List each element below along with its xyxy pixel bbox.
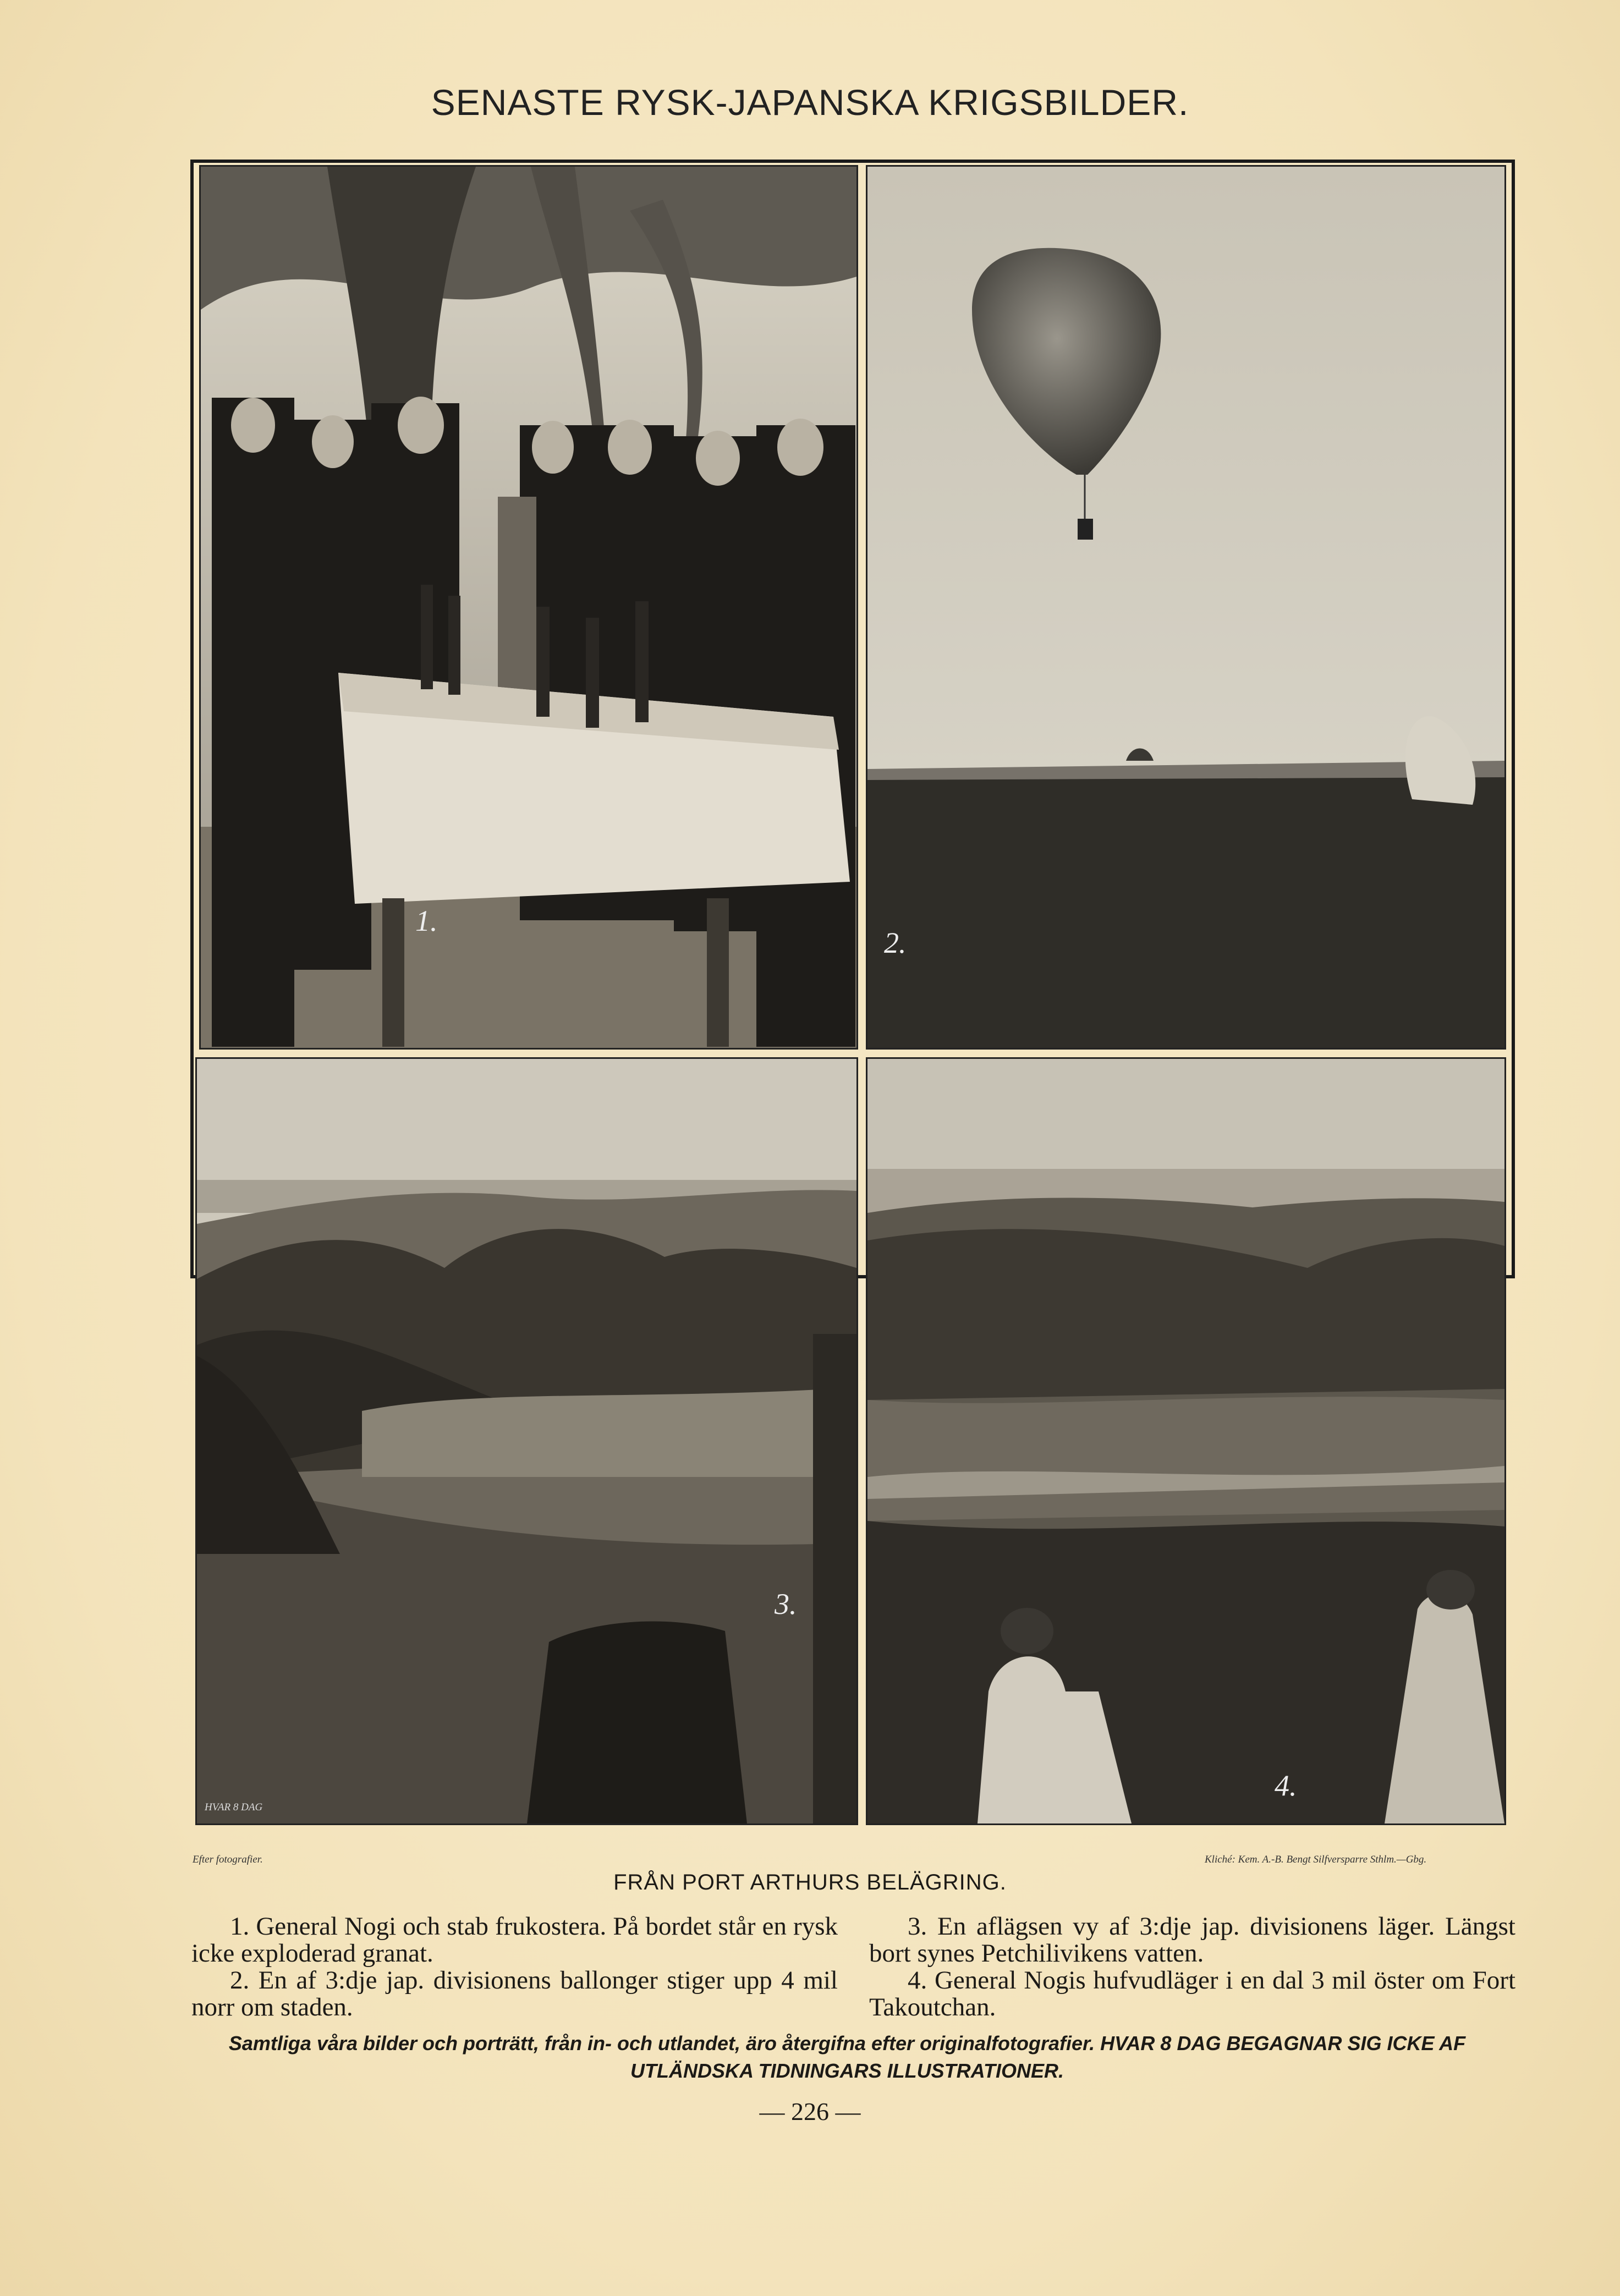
page-title: SENASTE RYSK-JAPANSKA KRIGSBILDER. [431, 82, 1189, 123]
caption-3: 3. En aflägsen vy af 3:dje jap. divisionens läger. Längst bort synes Petchilivikens vatten. [869, 1912, 1515, 1968]
photo-number-4: 4. [1275, 1769, 1297, 1802]
photo-number-3: 3. [775, 1588, 797, 1621]
caption-column-left [191, 1913, 838, 2021]
photo-number-2: 2. [884, 926, 907, 959]
distant-camp-image [197, 1059, 856, 1823]
photo-watermark: HVAR 8 DAG [205, 1801, 263, 1813]
page-number: — 226 — [759, 2097, 861, 2125]
caption-heading: FRÅN PORT ARTHURS BELÄGRING. [613, 1870, 1007, 1894]
balloon-image [867, 167, 1504, 1048]
photo-number-1: 1. [415, 904, 438, 937]
publisher-note: Samtliga våra bilder och porträtt, från in- och utlandet, äro återgifna efter originalfotografier. HVAR 8 DAG BEGAGNAR SIG ICKE AF UTLÄNDSKA TIDNINGARS ILLUSTRATIONER. [228, 2032, 1466, 2082]
officers-breakfast-image [201, 167, 856, 1048]
photo-distant-camp [195, 1057, 858, 1825]
caption-2: 2. En af 3:dje jap. divisionens ballonger stiger upp 4 mil norr om staden. [191, 1966, 838, 2022]
photo-balloon [866, 165, 1506, 1050]
headquarters-valley-image [867, 1059, 1504, 1823]
photo-officers-breakfast [199, 165, 858, 1050]
photo-headquarters-valley [866, 1057, 1506, 1825]
caption-column-right [869, 1913, 1515, 2021]
engraver-credit: Kliché: Kem. A.-B. Bengt Silfversparre Sthlm.—Gbg. [1205, 1854, 1427, 1865]
caption-1: 1. General Nogi och stab frukostera. På bordet står en rysk icke exploderad granat. [191, 1912, 838, 1968]
photo-credit: Efter fotografier. [193, 1854, 263, 1865]
caption-4: 4. General Nogis hufvudläger i en dal 3 mil öster om Fort Takoutchan. [869, 1966, 1515, 2022]
photo-plate [190, 160, 1515, 1813]
